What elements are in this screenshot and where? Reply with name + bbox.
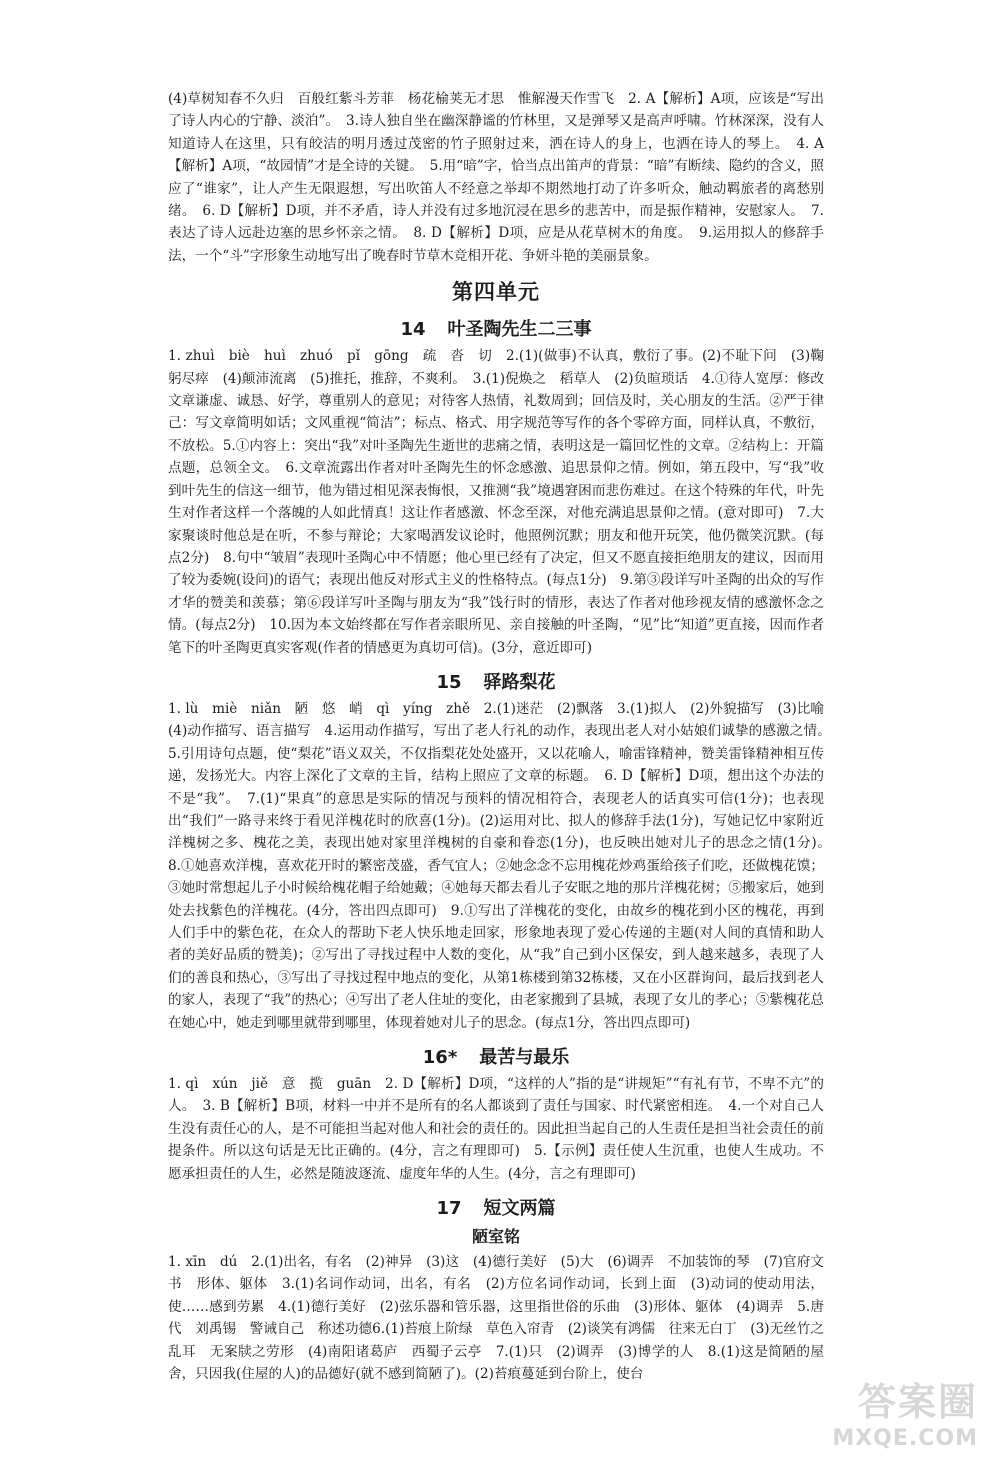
lesson-name: 短文两篇: [483, 1198, 556, 1220]
answer-page: [168, 88, 838, 1386]
watermark-url: MXQE.COM: [832, 1426, 978, 1451]
lesson-answers: 1. zhuì biè huì zhuó pǐ gōng 疏 沓 切 2.(1)(做事)不认真，敷衍了事。(2)不耻下问 (3)鞠躬尽瘁 (4)颠沛流离 (5)推托，推辞，不爽利。 3.(1)倪焕之 稻草人 (2)负暄琐话 4.①待人宽厚：修改文章谦虚、诚恳、好学，尊重别人的意见；对待客人热情，礼数周到；回信及时，关心朋友的生活。②严于律己：写文章简明如话；文风重视“简洁”；标点、格式、用字规范等写作的各个零碎方面，同样认真，不敷衍，不放松。5.①内容上：突出“我”对叶圣陶先生逝世的悲痛之情，表明这是一篇回忆性的文章。②结构上：开篇点题，总领全文。 6.文章流露出作者对叶圣陶先生的怀念感激、追思景仰之情。例如，第五段中，写“我”收到叶先生的信这一细节，他为错过相见深表悔恨，又推测“我”境遇窘困而悲伤难过。在这个特殊的年代，叶先生对作者这样一个落魄的人如此情真！这让作者感激、怀念至深，对他充满追思景仰之情。(意对即可) 7.大家聚谈时他总是在听，不参与辩论；大家喝酒发议论时，他照例沉默；朋友和他开玩笑，他仍微笑沉默。(每点2分) 8.句中“皱眉”表现叶圣陶心中不情愿；他心里已经有了决定，但又不愿直接拒绝朋友的建议，因而用了较为委婉(设问)的语气；表现出他反对形式主义的性格特点。(每点1分) 9.第③段详写叶圣陶的出众的写作才华的赞美和羡慕；第⑥段详写叶圣陶与朋友为“我”饯行时的情形，表达了作者对他珍视友情的感激怀念之情。(每点2分) 10.因为本文始终都在写作者亲眼所见、亲自接触的叶圣陶，“见”比“知道”更直接，因而作者笔下的叶圣陶更真实客观(作者的情感更为真切可信)。(3分，意近即可): [168, 348, 824, 656]
lesson-title: [168, 1194, 824, 1220]
lesson-title: [168, 1043, 824, 1069]
lesson-number: 15: [436, 671, 462, 693]
lesson-number: 16*: [422, 1047, 458, 1069]
lesson-answers: 1. qì xún jiě 意 揽 guān 2. D【解析】D项，“这样的人”指的是“讲规矩”“有礼有节，不卑不亢”的人。 3. B【解析】B项，材料一中并不是所有的名人都谈到了责任与国家、时代紧密相连。 4.一个对自己人生没有责任心的人，是不可能担当起对他人和社会的责任的。因此担当起自己的人生责任是担当社会责任的前提条件。所以这句话是无比正确的。(4分，言之有理即可) 5.【示例】责任使人生沉重，也使人生成功。不愿承担责任的人生，必然是随波逐流、虚度年华的人生。(4分，言之有理即可): [168, 1076, 824, 1182]
lesson-name: 驿路梨花: [483, 671, 556, 693]
lesson-title: [168, 668, 824, 694]
lesson-answers: 1. lù miè niǎn 陋 悠 峭 qì yíng zhě 2.(1)迷茫 (2)飘落 3.(1)拟人 (2)外貌描写 (3)比喻 (4)动作描写、语言描写 4.运用动作描写，写出了老人行礼的动作，表现出老人对小姑娘们诚挚的感激之情。 5.引用诗句点题，使“梨花”语义双关，不仅指梨花处处盛开，又以花喻人，喻雷锋精神，赞美雷锋精神相互传递，发扬光大。内容上深化了文章的主旨，结构上照应了文章的标题。 6. D【解析】D项，想出这个办法的不是“我”。 7.(1)“果真”的意思是实际的情况与预料的情况相符合，表现老人的话真实可信(1分)；也表现出“我们”一路寻来终于看见洋槐花时的欣喜(1分)。(2)运用对比、拟人的修辞手法(1分)，写她记忆中家附近洋槐树之多、槐花之美，表现出她对家里洋槐树的自豪和眷恋(1分)，也反映出她对儿子的思念之情(1分)。 8.①她喜欢洋槐，喜欢花开时的繁密茂盛，香气宜人；②她念念不忘用槐花炒鸡蛋给孩子们吃，还做槐花馍；③她时常想起儿子小时候给槐花帽子给她戴；④她每天都去看儿子安眠之地的那片洋槐花树；⑤搬家后，她到处去找紫色的洋槐花。(4分，答出四点即可) 9.①写出了洋槐花的变化，由故乡的槐花到小区的槐花，再到人们手中的紫色花，在众人的帮助下老人快乐地走回家，形象地表现了爱心传递的主题(对人间的真情和助人者的美好品质的赞美)；②写出了寻找过程中人数的变化，从“我”自己到小区保安，到人越来越多，表现了人们的善良和热心，③写出了寻找过程中地点的变化，从第1栋楼到第32栋楼，又在小区群询问，最后找到老人的家人，表现了“我”的热心；④写出了老人住址的变化，由老家搬到了县城，表现了女儿的孝心；⑤紫槐花总在她心中，她走到哪里就带到哪里，体现着她对儿子的思念。(每点1分，答出四点即可): [168, 700, 838, 1031]
lesson-title: [168, 315, 824, 341]
lesson-subtitle: 陋室铭: [471, 1227, 520, 1247]
lesson-name: 最苦与最乐: [479, 1047, 570, 1069]
watermark-text: 答案圈: [857, 1380, 978, 1424]
intro-paragraph: (4)草树知春不久归 百般红紫斗芳菲 杨花榆荚无才思 惟解漫天作雪飞 2. A【解析】A项，应该是“写出了诗人内心的宁静、淡泊”。 3.诗人独自坐在幽深静谧的竹林里，又是弹琴又是高声呼啸。竹林深深，没有人知道诗人在这里，只有皎洁的明月透过茂密的竹子照射过来，洒在诗人的身上，也洒在诗人的琴上。 4. A【解析】A项，“故园情”才是全诗的关键。 5.用“暗”字，恰当点出笛声的背景：“暗”有断续、隐约的含义，照应了“谁家”，让人产生无限遐想，写出吹笛人不经意之举却不期然地打动了许多听众，触动羁旅者的离愁别绪。 6. D【解析】D项，并不矛盾，诗人并没有过多地沉浸在思乡的悲苦中，而是振作精神，安慰家人。 7.表达了诗人远赴边塞的思乡怀亲之情。 8. D【解析】D项，应是从花草树木的角度。 9.运用拟人的修辞手法，一个“斗”字形象生动地写出了晚春时节草木竞相开花、争妍斗艳的美丽景象。: [168, 91, 824, 264]
watermark-logo: [808, 1371, 978, 1461]
lesson-number: 17: [436, 1198, 462, 1220]
lesson-name: 叶圣陶先生二三事: [447, 319, 592, 341]
lesson-number: 14: [400, 319, 426, 341]
lesson-answers: 1. xīn dú 2.(1)出名，有名 (2)神异 (3)这 (4)德行美好 (5)大 (6)调弄 不加装饰的琴 (7)官府文书 形体、躯体 3.(1)名词作动词，出名，有名 (2)方位名词作动词，长到上面 (3)动词的使动用法，使……感到劳累 4.(1)德行美好 (2)弦乐器和管乐器，这里指世俗的乐曲 (3)形体、躯体 (4)调弄 5.唐代 刘禹锡 警诫自己 称述功德6.(1)苔痕上阶绿 草色入帘青 (2)谈笑有鸿儒 往来无白丁 (3)无丝竹之乱耳 无案牍之劳形 (4)南阳诸葛庐 西蜀子云亭 7.(1)只 (2)调弄 (3)博学的人 8.(1)这是简陋的屋舍，只因我(住屋的人)的品德好(就不感到简陋了)。(2)苔痕蔓延到台阶上，使台: [168, 1254, 824, 1383]
unit-title: 第四单元: [452, 280, 540, 305]
